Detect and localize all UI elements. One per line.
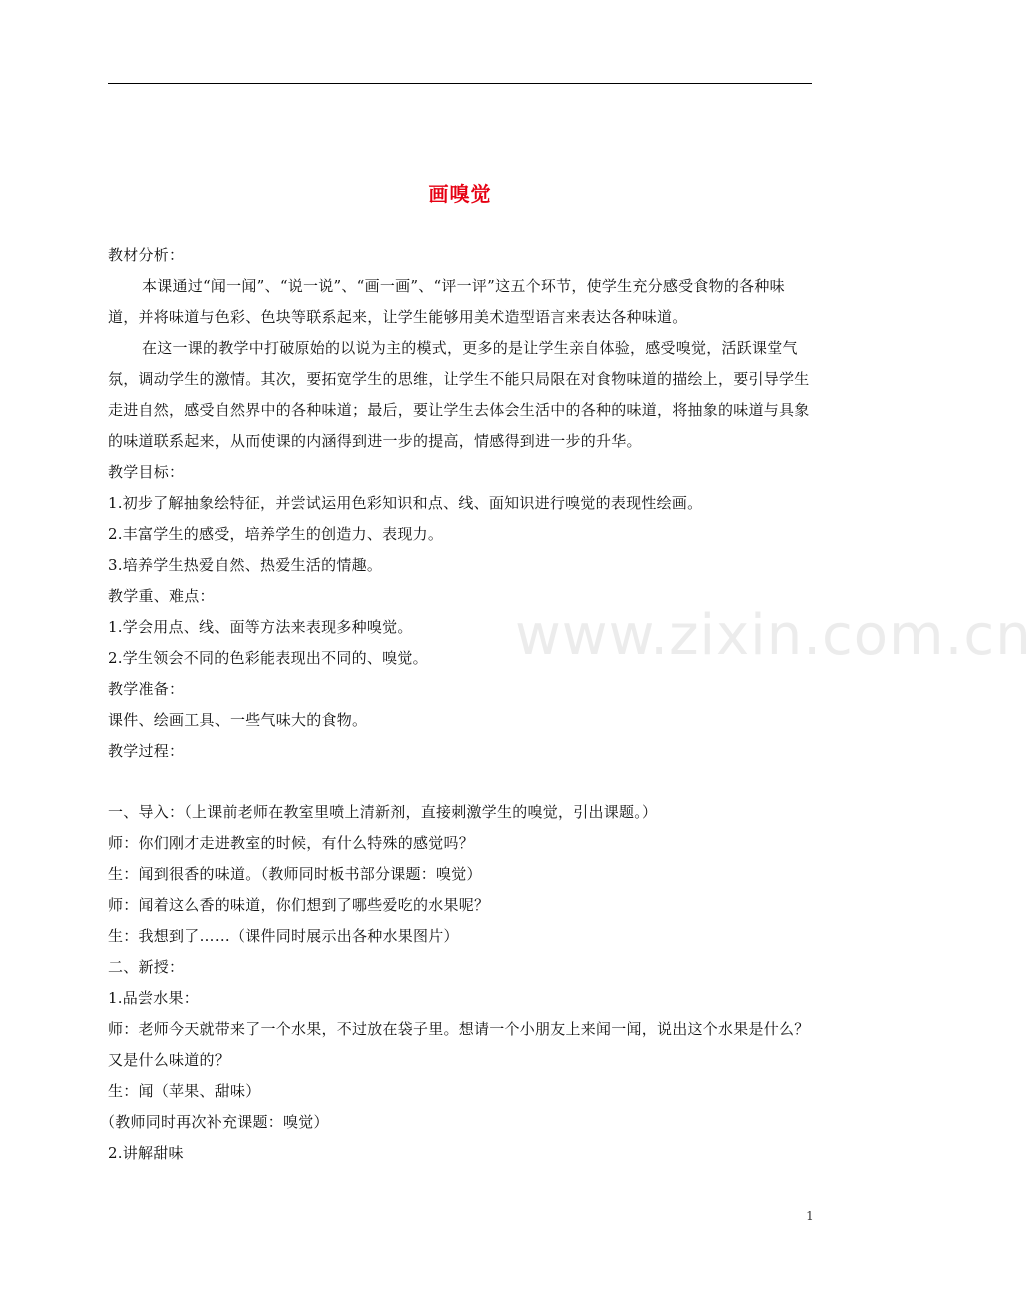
process-line: 生：闻到很香的味道。（教师同时板书部分课题：嗅觉） bbox=[108, 865, 482, 883]
header-rule bbox=[108, 83, 812, 84]
process-line: 一、导入：（上课前老师在教室里喷上清新剂，直接刺激学生的嗅觉，引出课题。） bbox=[108, 803, 658, 821]
section-heading-goals: 教学目标： bbox=[108, 463, 185, 481]
process-line: 二、新授： bbox=[108, 958, 185, 976]
process-line: 生：我想到了……（课件同时展示出各种水果图片） bbox=[108, 927, 459, 945]
section-heading-preparation: 教学准备： bbox=[108, 680, 185, 698]
keypoint-item: 2.学生领会不同的色彩能表现出不同的、嗅觉。 bbox=[108, 649, 428, 667]
process-line: （教师同时再次补充课题：嗅觉） bbox=[100, 1113, 329, 1131]
goal-item: 2.丰富学生的感受，培养学生的创造力、表现力。 bbox=[108, 525, 444, 543]
process-line: 2.讲解甜味 bbox=[108, 1144, 184, 1162]
process-line: 师：你们刚才走进教室的时候，有什么特殊的感觉吗？ bbox=[108, 834, 475, 852]
page-title: 画嗅觉 bbox=[428, 182, 492, 206]
process-line: 师：老师今天就带来了一个水果，不过放在袋子里。想请一个小朋友上来闻一闻，说出这个水果是什么？又是什么味道的？ bbox=[108, 1020, 810, 1069]
process-line: 师：闻着这么香的味道，你们想到了哪些爱吃的水果呢？ bbox=[108, 896, 490, 914]
paragraph-method: 在这一课的教学中打破原始的以说为主的模式，更多的是让学生亲自体验，感受嗅觉，活跃课堂气氛，调动学生的激情。其次，要拓宽学生的思维，让学生不能只局限在对食物味道的描绘上，要引导学生走进自然，感受自然界中的各种味道；最后，要让学生去体会生活中的各种的味道，将抽象的味道与具象的味道联系起来，从而使课的内涵得到进一步的提高，情感得到进一步的升华。 bbox=[108, 339, 810, 450]
body-text bbox=[100, 240, 814, 1169]
section-heading-analysis: 教材分析： bbox=[108, 246, 185, 264]
watermark: www.zixin.com.cn bbox=[515, 603, 1032, 668]
page-number: 1 bbox=[806, 1209, 814, 1223]
spacer bbox=[108, 767, 814, 797]
preparation-text: 课件、绘画工具、一些气味大的食物。 bbox=[108, 711, 368, 729]
section-heading-process: 教学过程： bbox=[108, 742, 185, 760]
keypoint-item: 1.学会用点、线、面等方法来表现多种嗅觉。 bbox=[108, 618, 413, 636]
goal-item: 1.初步了解抽象绘特征，并尝试运用色彩知识和点、线、面知识进行嗅觉的表现性绘画。 bbox=[108, 494, 703, 512]
process-line: 1.品尝水果： bbox=[108, 989, 200, 1007]
goal-item: 3.培养学生热爱自然、热爱生活的情趣。 bbox=[108, 556, 383, 574]
section-heading-keypoints: 教学重、难点： bbox=[108, 587, 215, 605]
process-line: 生：闻（苹果、甜味） bbox=[108, 1082, 261, 1100]
paragraph-intro: 本课通过“闻一闻”、“说一说”、“画一画”、“评一评”这五个环节，使学生充分感受食物的各种味道，并将味道与色彩、色块等联系起来，让学生能够用美术造型语言来表达各种味道。 bbox=[108, 277, 785, 326]
